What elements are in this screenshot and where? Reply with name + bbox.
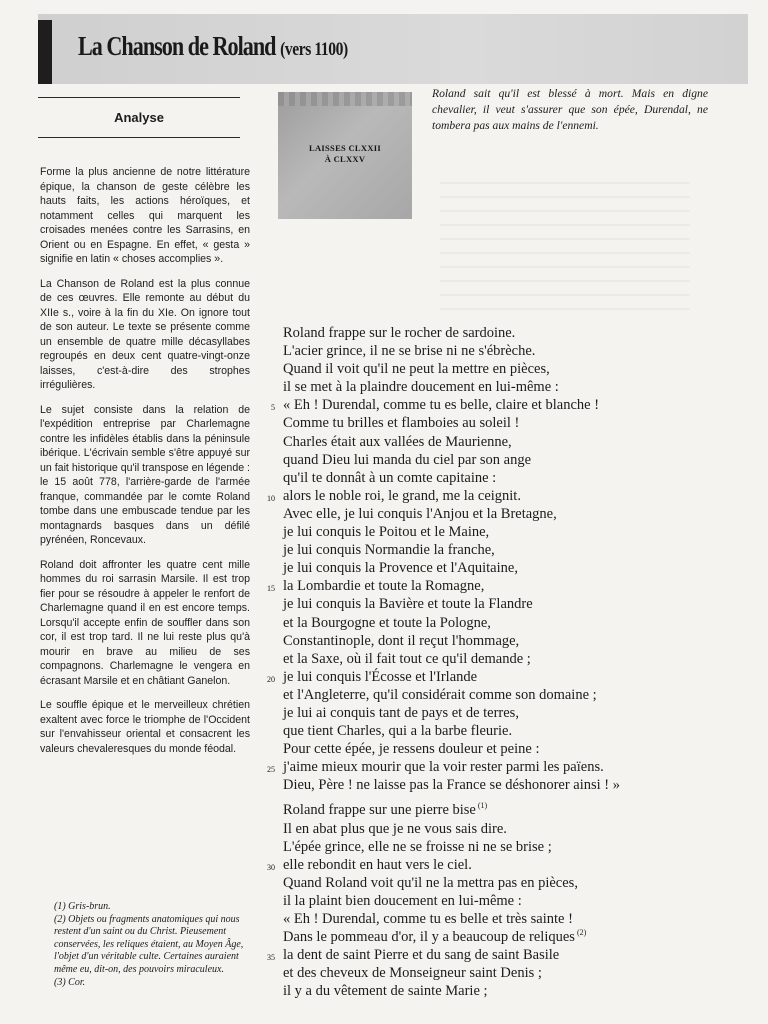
poem-line xyxy=(267,668,683,686)
page-title xyxy=(78,31,348,62)
rule-top xyxy=(38,97,240,98)
poem-line xyxy=(283,704,683,722)
poem-line-text: quand Dieu lui manda du ciel par son ange xyxy=(283,451,532,468)
stanza-gap xyxy=(283,794,683,801)
poem-line-text: et des cheveux de Monseigneur saint Denis ; xyxy=(283,965,542,982)
poem-line xyxy=(283,378,683,396)
poem-line xyxy=(283,469,683,487)
poem-line-text: Comme tu brilles et flamboies au soleil ! xyxy=(283,415,520,432)
footnote: (1) Gris-brun. xyxy=(54,901,111,912)
poem-line-text: je lui conquis le Poitou et le Maine, xyxy=(283,524,490,541)
poem-line-text: Roland frappe sur le rocher de sardoine. xyxy=(283,325,516,341)
intro-text: Roland sait qu'il est blessé à mort. Mais en digne chevalier, il veut s'assurer que son épée, Durendal, ne tombera pas aux mains de l'ennemi. xyxy=(432,87,708,132)
poem-line-text: la dent de saint Pierre et du sang de saint Basile xyxy=(283,947,560,964)
poem-line xyxy=(283,632,683,650)
poem-line-text: je lui conquis la Bavière et toute la Flandre xyxy=(283,596,533,613)
poem-line xyxy=(283,838,683,856)
footnotes xyxy=(54,901,254,989)
poem-line xyxy=(283,820,683,838)
poem-line xyxy=(283,892,683,910)
analyse-paragraph: Roland doit affronter les quatre cent mille hommes du roi sarrasin Marsile. Il est trop fier pour se résoudre à appeler le renfort de Charlemagne quand il en est encore temps. Lorsqu'il accepte enfin de souffler dans son cor, il est trop tard. Il ne lui reste plus qu'à mourir en brave au milieu de ses compagnons. Charlemagne le vengera en écrasant Marsile et en châtiant Ganelon. xyxy=(40,558,250,687)
poem-line-text: Charles était aux vallées de Maurienne, xyxy=(283,433,512,450)
footnote-ref: (1) xyxy=(475,801,488,811)
line-number: 15 xyxy=(267,584,275,594)
poem-line-text: je lui conquis la Provence et l'Aquitaine, xyxy=(283,560,518,577)
poem-line-text: il y a du vêtement de sainte Marie ; xyxy=(283,983,488,1000)
analyse-paragraph: Forme la plus ancienne de notre littérature épique, la chanson de geste célèbre les hauts faits, les actions héroïques, et notamment celles qui marquent les croisades menées contre les Sarrasins, en Orient ou en Espagne. En effet, « gesta » signifie en latin « choses accomplies ». xyxy=(40,166,250,265)
poem-line-text: que tient Charles, qui a la barbe fleurie. xyxy=(283,723,513,740)
analyse-text xyxy=(40,165,250,766)
poem-line xyxy=(267,758,683,776)
poem-line xyxy=(283,559,683,577)
poem-line xyxy=(283,523,683,541)
analyse-paragraph: Le souffle épique et le merveilleux chrétien exaltent avec force le triomphe de l'Occident sur l'envahisseur oriental et consacrent les valeurs chevaleresques du monde féodal. xyxy=(40,699,250,755)
line-number: 30 xyxy=(267,862,275,872)
poem-line-text: et l'Angleterre, qu'il considérait comme son domaine ; xyxy=(283,686,597,703)
poem-line xyxy=(283,928,683,946)
footnote: (2) Objets ou fragments anatomiques qui nous restent d'un saint ou du Christ. Pieusement conservées, les reliques étaient, au Moyen Âge, l'objet d'un véritable culte. Certaines auraient même eu, dit-on, des pouvoirs miraculeux. xyxy=(54,913,244,975)
footnote-ref: (2) xyxy=(574,928,587,938)
poem-line-text: « Eh ! Durendal, comme tu es belle, claire et blanche ! xyxy=(283,397,600,414)
analyse-paragraph: La Chanson de Roland est la plus connue de ces œuvres. Elle remonte au début du XIIe s., voire à la fin du XIe. On ignore tout de son auteur. Le texte se présente comme un ensemble de quatre mille décasyllabes regroupés en deux cent quatre-vingt-onze laisses, c'est-à-dire des strophes irrégulières. xyxy=(40,277,250,391)
poem-line xyxy=(283,360,683,378)
poem-line-text: L'épée grince, elle ne se froisse ni ne se brise ; xyxy=(283,838,552,855)
poem-line-text: Roland frappe sur une pierre bise xyxy=(283,802,476,819)
poem-line xyxy=(267,946,683,964)
poem-line xyxy=(283,964,683,982)
poem-line xyxy=(283,686,683,704)
poem xyxy=(267,324,683,1000)
poem-line xyxy=(283,722,683,740)
poem-line-text: Pour cette épée, je ressens douleur et peine : xyxy=(283,741,540,758)
poem-line xyxy=(267,577,683,595)
poem-line-text: j'aime mieux mourir que la voir rester parmi les païens. xyxy=(283,759,604,776)
poem-line-text: je lui conquis l'Écosse et l'Irlande xyxy=(283,668,478,685)
poem-line-text: et la Saxe, où il fait tout ce qu'il demande ; xyxy=(283,650,531,667)
poem-line xyxy=(267,487,683,505)
poem-line xyxy=(267,856,683,874)
poem-line-text: il se met à la plaindre doucement en lui-même : xyxy=(283,379,559,396)
poem-line xyxy=(283,982,683,1000)
poem-line-text: et la Bourgogne et toute la Pologne, xyxy=(283,614,491,631)
poem-line xyxy=(283,414,683,432)
poem-line xyxy=(283,595,683,613)
cover-image xyxy=(278,92,412,219)
poem-line xyxy=(283,776,683,794)
poem-line xyxy=(283,740,683,758)
poem-line-text: alors le noble roi, le grand, me la ceignit. xyxy=(283,487,521,504)
header-accent-bar xyxy=(38,20,52,84)
poem-line-text: Dans le pommeau d'or, il y a beaucoup de reliques xyxy=(283,929,575,946)
poem-line-text: « Eh ! Durendal, comme tu es belle et très sainte ! xyxy=(283,911,573,927)
rule-bottom xyxy=(38,137,240,138)
poem-line xyxy=(271,396,683,414)
poem-line-text: Il en abat plus que je ne vous sais dire. xyxy=(283,820,507,837)
poem-line-text: Constantinople, dont il reçut l'hommage, xyxy=(283,632,520,649)
poem-line-text: Avec elle, je lui conquis l'Anjou et la Bretagne, xyxy=(283,505,557,522)
poem-line-text: Quand Roland voit qu'il ne la mettra pas en pièces, xyxy=(283,874,578,891)
title-date: (vers 1100) xyxy=(280,39,348,60)
analyse-heading: Analyse xyxy=(114,110,164,125)
poem-line xyxy=(283,433,683,451)
line-number: 25 xyxy=(267,765,275,775)
line-number: 5 xyxy=(271,403,275,413)
poem-line-text: je lui ai conquis tant de pays et de terres, xyxy=(283,704,519,721)
poem-line-text: il la plaint bien doucement en lui-même : xyxy=(283,892,522,909)
cover-label-line: À CLXXV xyxy=(324,154,366,164)
poem-line xyxy=(283,801,683,819)
bleed-through xyxy=(440,170,690,320)
poem-line xyxy=(283,910,683,928)
poem-line-text: qu'il te donnât à un comte capitaine : xyxy=(283,469,497,486)
poem-line-text: Quand il voit qu'il ne peut la mettre en pièces, xyxy=(283,361,550,378)
poem-line xyxy=(283,451,683,469)
line-number: 35 xyxy=(267,953,275,963)
poem-line xyxy=(283,342,683,360)
poem-line-text: elle rebondit en haut vers le ciel. xyxy=(283,856,472,873)
poem-line xyxy=(283,650,683,668)
cover-label-line: LAISSES CLXXII xyxy=(309,143,381,153)
poem-line xyxy=(283,614,683,632)
poem-line xyxy=(283,505,683,523)
line-number: 20 xyxy=(267,674,275,684)
poem-line xyxy=(283,874,683,892)
title-text: La Chanson de Roland xyxy=(78,31,276,61)
poem-line xyxy=(283,541,683,559)
cover-label xyxy=(278,143,412,165)
analyse-paragraph: Le sujet consiste dans la relation de l'expédition entreprise par Charlemagne contre les infidèles établis dans la péninsule ibérique. L'écrivain semble s'être appuyé sur un fait historique qu'il transpose en légende : le 15 août 778, l'arrière-garde de l'armée franque, commandée par le comte Roland tombe dans une embuscade tendue par les montagnards basques dans un défilé pyrénéen, Roncevaux. xyxy=(40,403,250,546)
footnote: (3) Cor. xyxy=(54,976,86,988)
line-number: 10 xyxy=(267,493,275,503)
poem-line-text: je lui conquis Normandie la franche, xyxy=(283,542,495,559)
poem-line xyxy=(283,324,683,342)
poem-line-text: L'acier grince, il ne se brise ni ne s'ébrèche. xyxy=(283,343,536,360)
poem-line-text: la Lombardie et toute la Romagne, xyxy=(283,578,485,595)
poem-line-text: Dieu, Père ! ne laisse pas la France se déshonorer ainsi ! » xyxy=(283,777,621,794)
